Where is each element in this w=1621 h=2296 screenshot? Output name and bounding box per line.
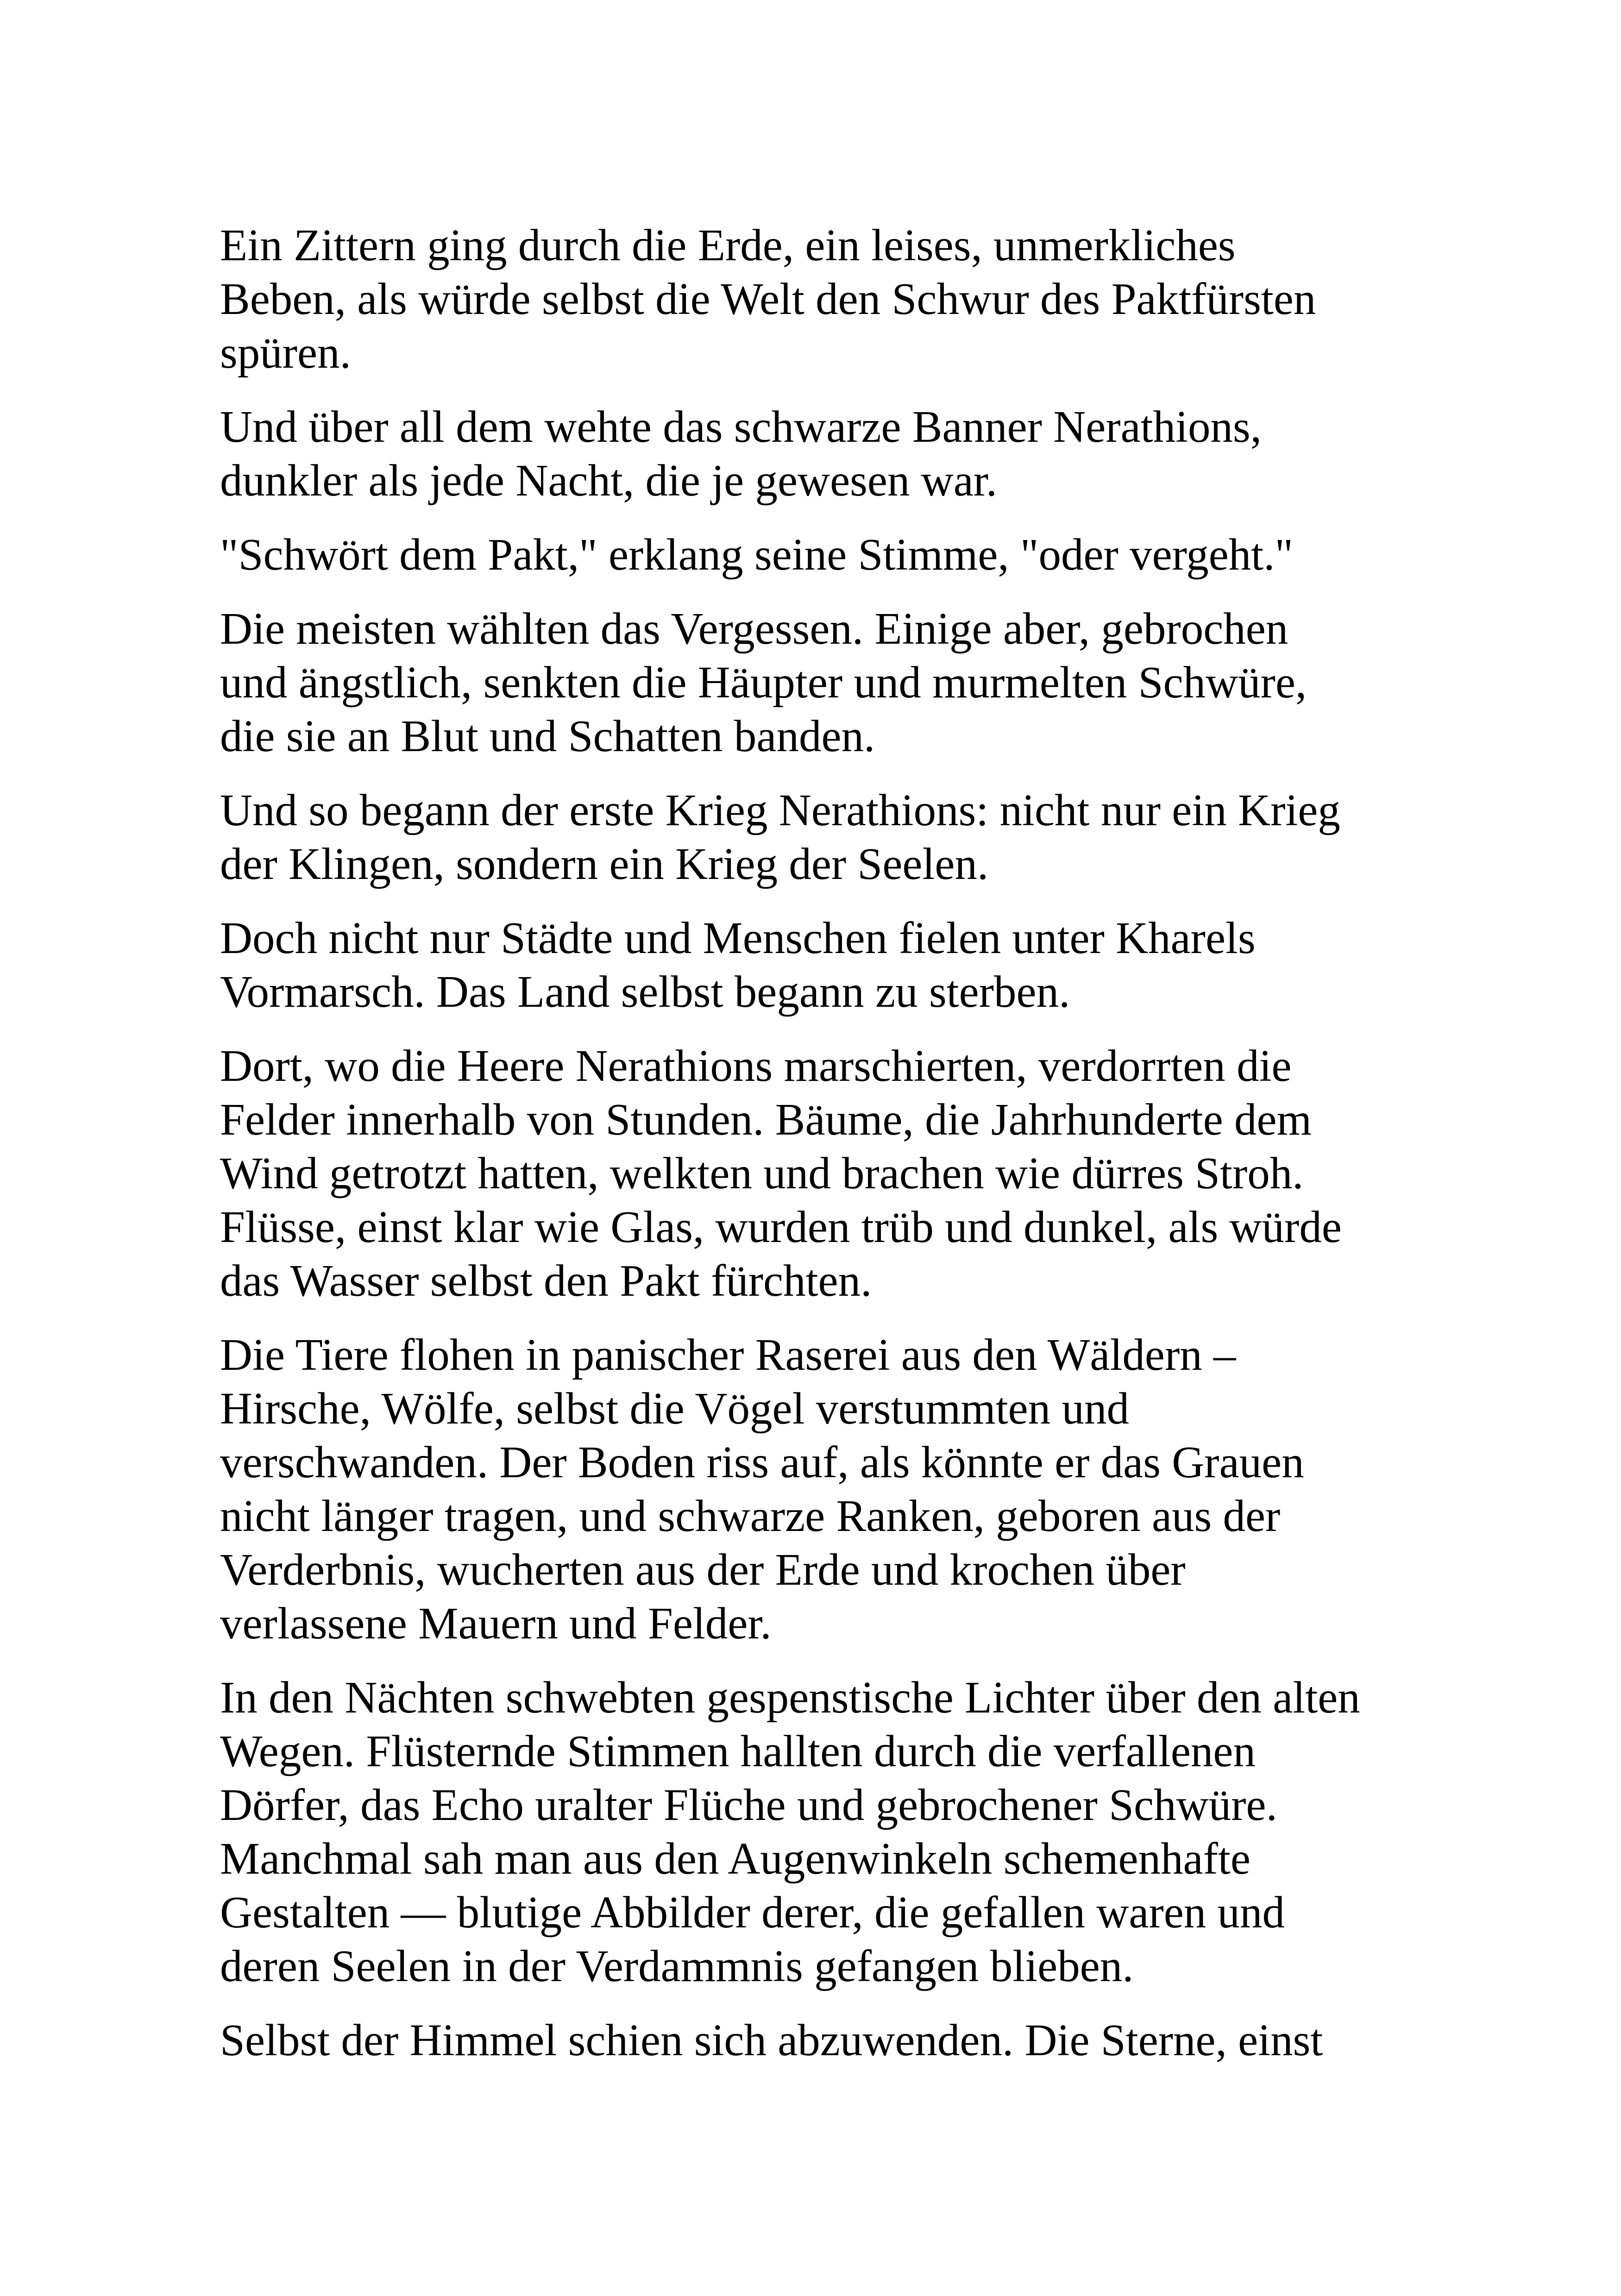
text-line: Ein Zittern ging durch die Erde, ein leises, unmerkliches	[220, 220, 1236, 270]
text-line: und ängstlich, senkten die Häupter und murmelten Schwüre,	[220, 658, 1307, 707]
text-line: deren Seelen in der Verdammnis gefangen blieben.	[220, 1941, 1134, 1991]
text-line: der Klingen, sondern ein Krieg der Seelen.	[220, 839, 989, 889]
text-line: Felder innerhalb von Stunden. Bäume, die Jahrhunderte dem	[220, 1095, 1312, 1144]
text-line: Selbst der Himmel schien sich abzuwenden. Die Sterne, einst	[220, 2015, 1323, 2065]
paragraph	[220, 1328, 1429, 1650]
text-line: Hirsche, Wölfe, selbst die Vögel verstummten und	[220, 1384, 1129, 1433]
paragraph	[220, 602, 1429, 763]
text-line: Wind getrotzt hatten, welkten und brachen wie dürres Stroh.	[220, 1148, 1304, 1198]
text-line: Gestalten — blutige Abbilder derer, die gefallen waren und	[220, 1888, 1285, 1937]
text-line: "Schwört dem Pakt," erklang seine Stimme, "oder vergeht."	[220, 530, 1294, 579]
body-text	[220, 219, 1429, 2088]
text-line: dunkler als jede Nacht, die je gewesen war.	[220, 456, 997, 505]
text-line: Die Tiere flohen in panischer Raserei aus den Wäldern –	[220, 1330, 1236, 1380]
paragraph	[220, 911, 1429, 1019]
text-line: spüren.	[220, 328, 351, 377]
paragraph	[220, 784, 1429, 891]
paragraph	[220, 1671, 1429, 1993]
text-line: nicht länger tragen, und schwarze Ranken, geboren aus der	[220, 1491, 1281, 1541]
paragraph	[220, 219, 1429, 380]
text-line: Die meisten wählten das Vergessen. Einige aber, gebrochen	[220, 604, 1288, 653]
text-line: Dort, wo die Heere Nerathions marschierten, verdorrten die	[220, 1041, 1292, 1091]
text-line: die sie an Blut und Schatten banden.	[220, 711, 875, 761]
text-line: Verderbnis, wucherten aus der Erde und krochen über	[220, 1545, 1186, 1594]
text-line: Flüsse, einst klar wie Glas, wurden trüb und dunkel, als würde	[220, 1202, 1342, 1252]
paragraph	[220, 1039, 1429, 1308]
text-line: verschwanden. Der Boden riss auf, als könnte er das Grauen	[220, 1437, 1304, 1487]
text-line: Und über all dem wehte das schwarze Banner Nerathions,	[220, 402, 1262, 452]
paragraph	[220, 400, 1429, 508]
text-line: Beben, als würde selbst die Welt den Schwur des Paktfürsten	[220, 274, 1316, 324]
text-line: Doch nicht nur Städte und Menschen fielen unter Kharels	[220, 913, 1256, 963]
text-line: verlassene Mauern und Felder.	[220, 1599, 772, 1648]
text-line: Wegen. Flüsternde Stimmen hallten durch die verfallenen	[220, 1726, 1256, 1776]
paragraph	[220, 528, 1429, 582]
text-line: Und so begann der erste Krieg Nerathions: nicht nur ein Krieg	[220, 785, 1340, 835]
text-line: das Wasser selbst den Pakt fürchten.	[220, 1256, 872, 1305]
text-line: Dörfer, das Echo uralter Flüche und gebrochener Schwüre.	[220, 1780, 1277, 1830]
text-line: Manchmal sah man aus den Augenwinkeln schemenhafte	[220, 1834, 1250, 1883]
text-line: In den Nächten schwebten gespenstische Lichter über den alten	[220, 1673, 1360, 1722]
text-line: Vormarsch. Das Land selbst begann zu sterben.	[220, 967, 1070, 1016]
paragraph	[220, 2014, 1429, 2067]
